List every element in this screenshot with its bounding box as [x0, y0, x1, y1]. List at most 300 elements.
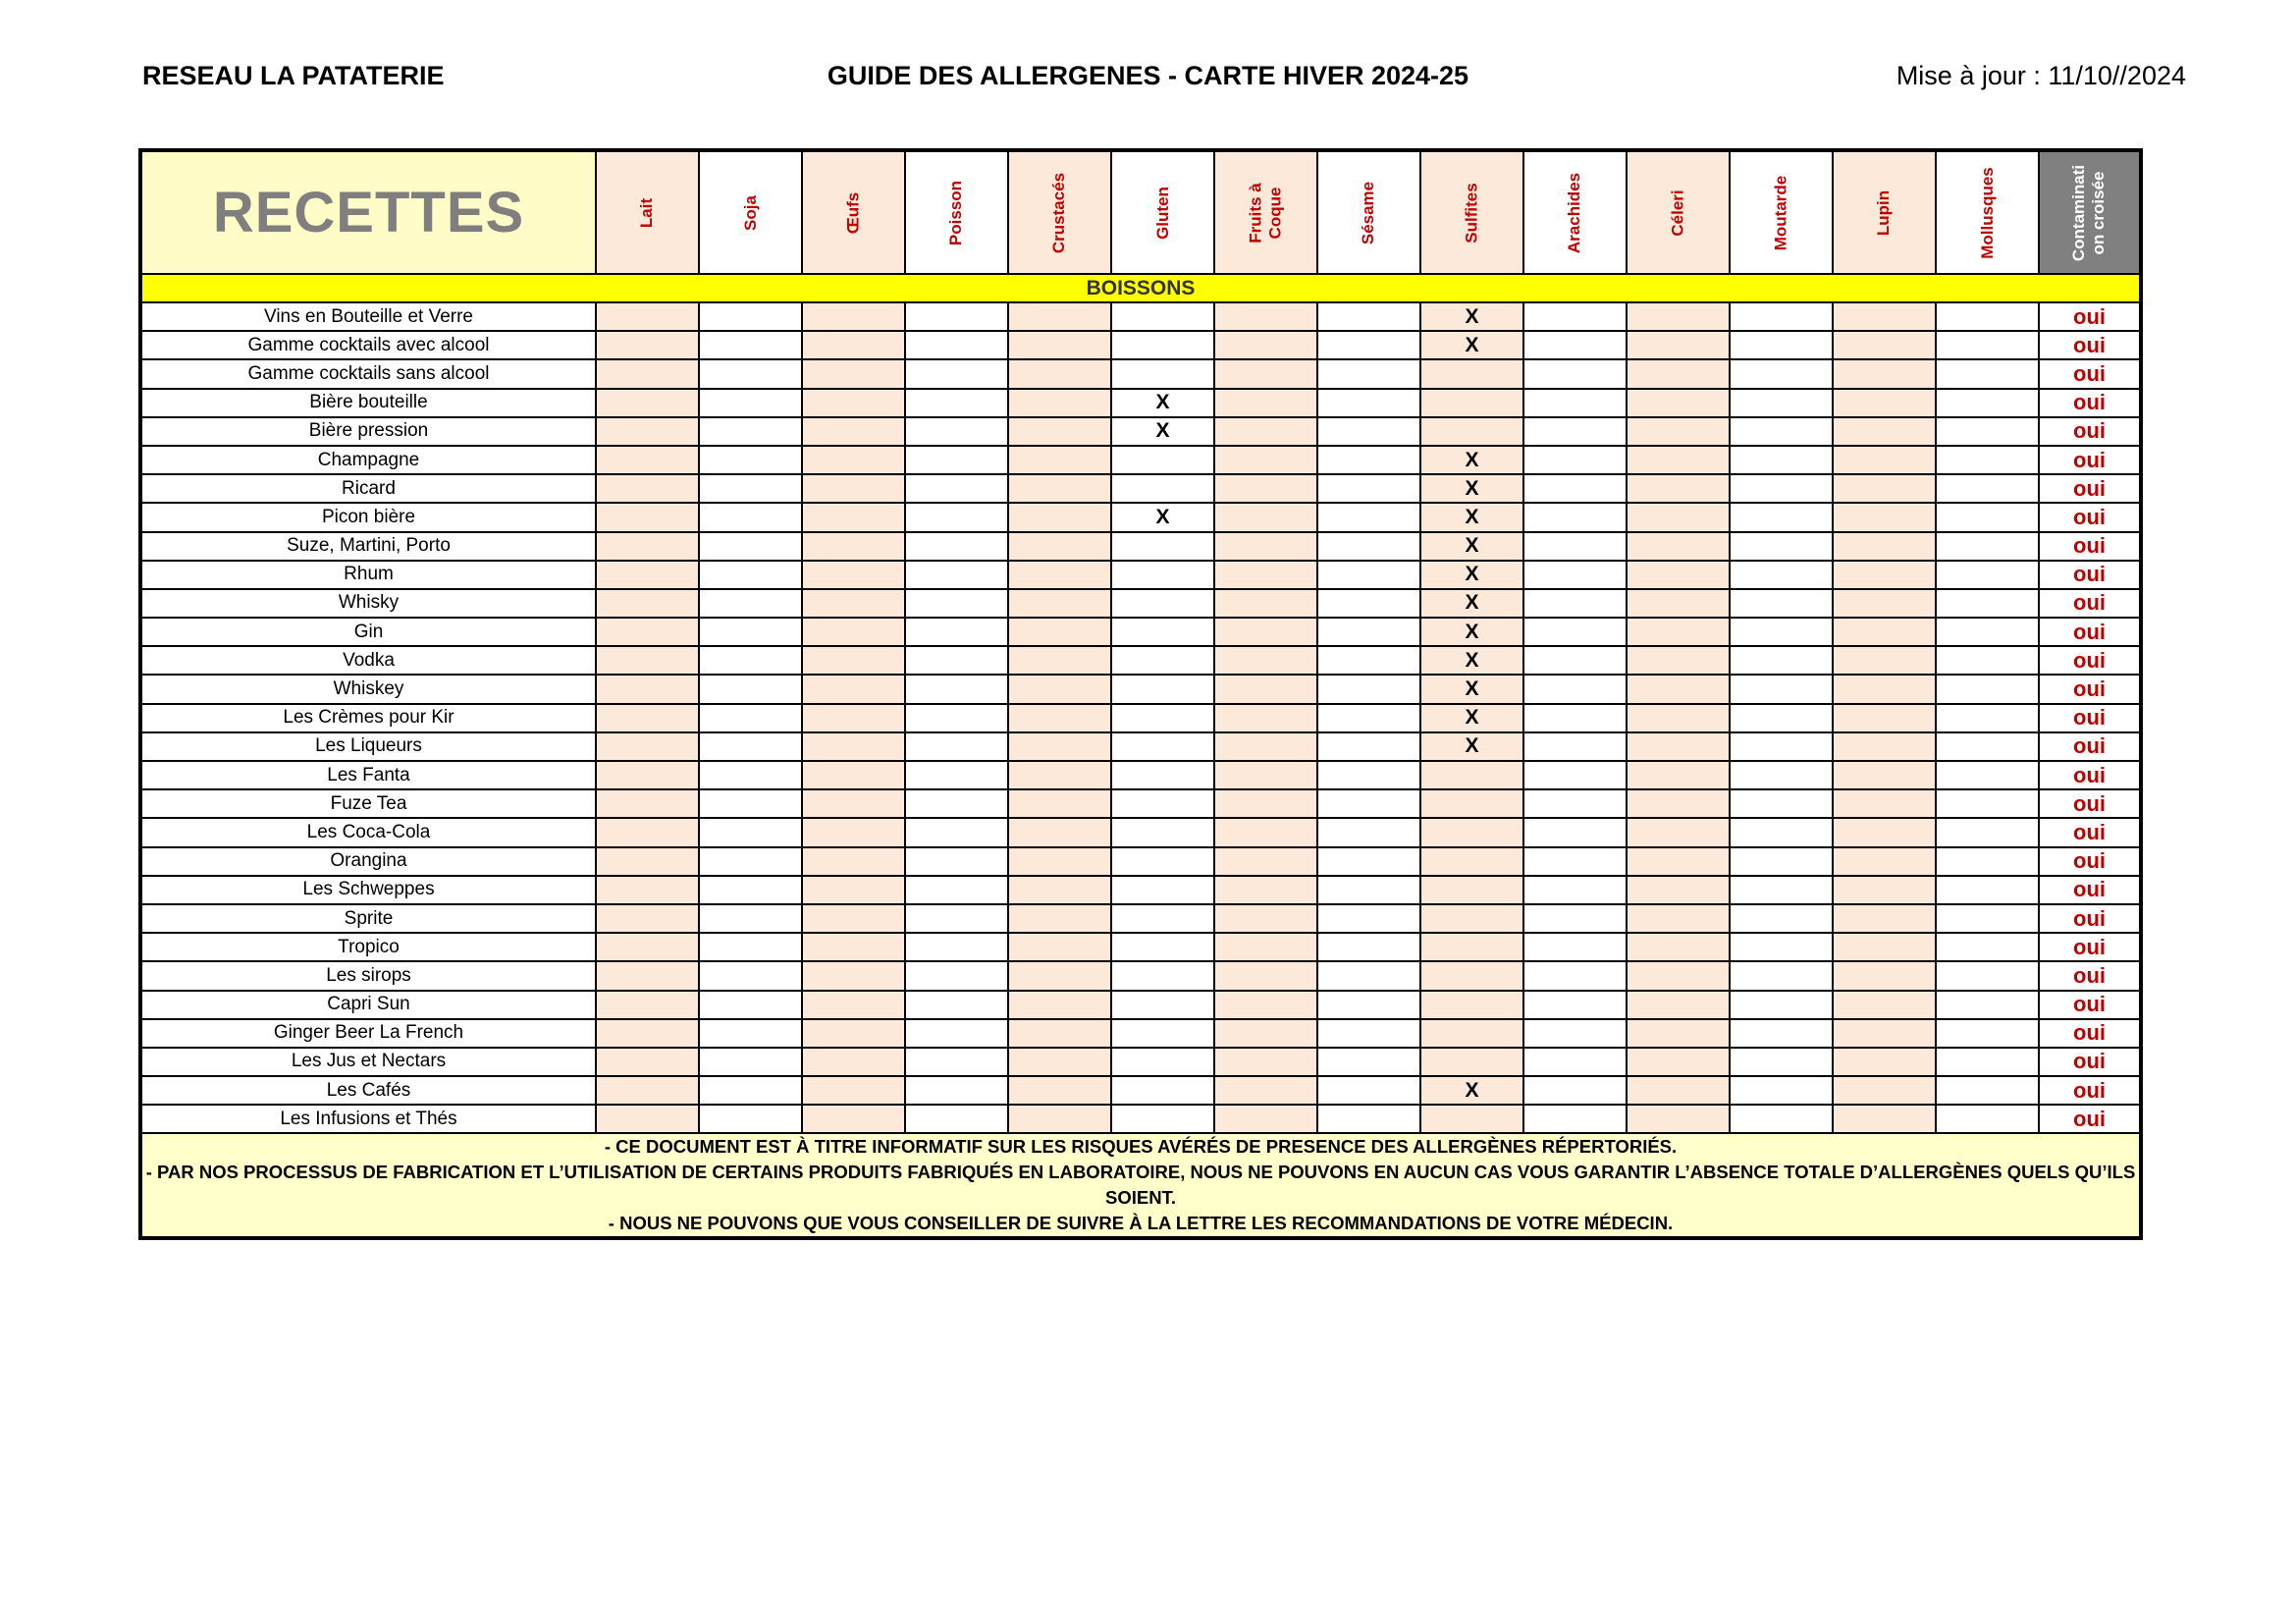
allergen-cell: [1627, 732, 1730, 761]
allergen-cell: X: [1111, 417, 1214, 446]
contamination-cell: oui: [2039, 818, 2141, 846]
allergen-cell: [1730, 675, 1833, 703]
allergen-cell: [699, 417, 802, 446]
allergen-cell: [1214, 331, 1317, 359]
table-row: [140, 1076, 2141, 1105]
allergen-cell: [1317, 1048, 1420, 1076]
allergen-cell: [1214, 646, 1317, 675]
allergen-cell: [1936, 933, 2039, 961]
allergen-cell: [1523, 1076, 1627, 1105]
allergen-cell: [1111, 961, 1214, 990]
allergen-cell: [699, 446, 802, 474]
allergen-cell: [905, 589, 1008, 618]
allergen-cell: [596, 732, 699, 761]
allergen-cell: [699, 761, 802, 789]
recipe-name: Les Liqueurs: [140, 732, 596, 761]
allergen-header: [1420, 150, 1523, 274]
allergen-cell: [1936, 618, 2039, 646]
allergen-cell: [1627, 389, 1730, 417]
allergen-cell: [1008, 417, 1111, 446]
allergen-header: [1214, 150, 1317, 274]
allergen-cell: [905, 331, 1008, 359]
allergen-cell: [1523, 618, 1627, 646]
allergen-cell: [905, 933, 1008, 961]
allergen-cell: [802, 991, 905, 1019]
allergen-cell: [905, 446, 1008, 474]
allergen-cell: [802, 446, 905, 474]
disclaimer-row: [140, 1133, 2141, 1238]
allergen-cell: [1111, 618, 1214, 646]
allergen-cell: X: [1420, 503, 1523, 531]
disclaimer: [140, 1133, 2141, 1238]
allergen-cell: [1523, 991, 1627, 1019]
allergen-cell: [1317, 302, 1420, 331]
allergen-cell: [1730, 1076, 1833, 1105]
allergen-cell: [1111, 933, 1214, 961]
allergen-cell: [1936, 704, 2039, 732]
allergen-cell: X: [1420, 589, 1523, 618]
recipe-name: Les Infusions et Thés: [140, 1105, 596, 1133]
allergen-header: [1627, 150, 1730, 274]
contamination-cell: oui: [2039, 847, 2141, 876]
allergen-cell: [905, 417, 1008, 446]
allergen-cell: [1008, 1105, 1111, 1133]
allergen-cell: [802, 359, 905, 388]
allergen-label: Fruits à Coque: [1246, 182, 1285, 244]
allergen-cell: [1936, 359, 2039, 388]
allergen-cell: X: [1420, 532, 1523, 561]
allergen-cell: [699, 589, 802, 618]
recipe-name: Les Fanta: [140, 761, 596, 789]
recipe-name: Ginger Beer La French: [140, 1019, 596, 1048]
allergen-cell: [1008, 1048, 1111, 1076]
allergen-cell: [699, 991, 802, 1019]
allergen-cell: [1523, 1048, 1627, 1076]
contamination-cell: oui: [2039, 589, 2141, 618]
allergen-cell: [596, 589, 699, 618]
allergen-cell: [802, 789, 905, 818]
allergen-cell: [1833, 503, 1936, 531]
allergen-label: Lait: [637, 197, 657, 228]
table-row: [140, 847, 2141, 876]
allergen-cell: [1008, 1076, 1111, 1105]
allergen-cell: [1730, 876, 1833, 904]
allergen-cell: [802, 1105, 905, 1133]
allergen-cell: [1523, 761, 1627, 789]
allergen-cell: [1317, 675, 1420, 703]
contamination-cell: oui: [2039, 933, 2141, 961]
allergen-cell: [905, 302, 1008, 331]
allergen-cell: [596, 1048, 699, 1076]
allergen-label: Arachides: [1565, 172, 1584, 253]
allergen-cell: [1833, 904, 1936, 933]
allergen-cell: [1008, 732, 1111, 761]
allergen-cell: [1730, 961, 1833, 990]
table-row: [140, 991, 2141, 1019]
allergen-cell: [1317, 1019, 1420, 1048]
allergen-cell: [802, 646, 905, 675]
contamination-cell: oui: [2039, 331, 2141, 359]
allergen-cell: [1214, 417, 1317, 446]
allergen-cell: [1008, 359, 1111, 388]
allergen-cell: [596, 933, 699, 961]
table-row: [140, 818, 2141, 846]
allergen-label: Céleri: [1668, 189, 1687, 237]
allergen-cell: [1214, 389, 1317, 417]
allergen-cell: [1523, 789, 1627, 818]
allergen-cell: [802, 589, 905, 618]
allergen-cell: [596, 474, 699, 503]
allergen-cell: [1420, 961, 1523, 990]
recipe-name: Suze, Martini, Porto: [140, 532, 596, 561]
allergen-cell: [1008, 847, 1111, 876]
allergen-cell: [1008, 389, 1111, 417]
allergen-cell: [699, 904, 802, 933]
allergen-cell: [1730, 933, 1833, 961]
allergen-cell: [1317, 618, 1420, 646]
allergen-cell: [1008, 561, 1111, 589]
allergen-cell: [1111, 732, 1214, 761]
allergen-label: Sésame: [1359, 181, 1378, 244]
allergen-cell: [1833, 933, 1936, 961]
recipe-name: Les sirops: [140, 961, 596, 990]
allergen-cell: [1627, 417, 1730, 446]
allergen-cell: [1627, 359, 1730, 388]
allergen-cell: [1730, 646, 1833, 675]
allergen-cell: [699, 1048, 802, 1076]
allergen-cell: [1420, 991, 1523, 1019]
contamination-cell: oui: [2039, 675, 2141, 703]
allergen-cell: [1214, 1048, 1317, 1076]
allergen-cell: [1730, 818, 1833, 846]
allergen-cell: [905, 1105, 1008, 1133]
allergen-cell: [1317, 474, 1420, 503]
restaurant-network-name: RESEAU LA PATATERIE: [142, 61, 445, 90]
allergen-cell: [802, 331, 905, 359]
allergen-cell: [1008, 474, 1111, 503]
contamination-cell: oui: [2039, 1048, 2141, 1076]
allergen-cell: [1317, 704, 1420, 732]
allergen-header: [1936, 150, 2039, 274]
allergen-cell: [1523, 474, 1627, 503]
table-row: [140, 961, 2141, 990]
allergen-cell: [1730, 532, 1833, 561]
allergen-cell: [1111, 1105, 1214, 1133]
allergen-cell: [1008, 961, 1111, 990]
recipe-name: Bière bouteille: [140, 389, 596, 417]
allergen-cell: [1008, 933, 1111, 961]
allergen-cell: [1730, 732, 1833, 761]
allergen-cell: [802, 389, 905, 417]
allergen-cell: [1936, 646, 2039, 675]
allergen-cell: [1317, 331, 1420, 359]
table-row: [140, 1019, 2141, 1048]
allergen-cell: [699, 618, 802, 646]
allergen-cell: [1833, 359, 1936, 388]
allergen-cell: [905, 847, 1008, 876]
allergen-cell: [1420, 1048, 1523, 1076]
recipe-name: Gamme cocktails avec alcool: [140, 331, 596, 359]
allergen-cell: [1317, 589, 1420, 618]
allergen-cell: [1214, 732, 1317, 761]
allergen-cell: [1833, 761, 1936, 789]
allergen-cell: [1111, 704, 1214, 732]
allergen-cell: [699, 675, 802, 703]
table-row: [140, 618, 2141, 646]
allergen-table: [138, 148, 2143, 1240]
allergen-cell: [1523, 646, 1627, 675]
allergen-cell: [1627, 1105, 1730, 1133]
allergen-cell: [1523, 933, 1627, 961]
allergen-cell: X: [1420, 331, 1523, 359]
allergen-cell: [1833, 1048, 1936, 1076]
allergen-cell: [1317, 1076, 1420, 1105]
allergen-header: [1317, 150, 1420, 274]
allergen-cell: [1523, 359, 1627, 388]
allergen-cell: [1730, 474, 1833, 503]
allergen-cell: [802, 818, 905, 846]
allergen-cell: X: [1420, 732, 1523, 761]
allergen-cell: [596, 818, 699, 846]
allergen-cell: [699, 847, 802, 876]
recettes-header: RECETTES: [140, 150, 596, 274]
allergen-cell: [1420, 359, 1523, 388]
allergen-cell: [1833, 704, 1936, 732]
allergen-cell: X: [1420, 1076, 1523, 1105]
table-row: [140, 904, 2141, 933]
table-row: [140, 474, 2141, 503]
allergen-cell: [1008, 904, 1111, 933]
allergen-cell: [1111, 331, 1214, 359]
contamination-header: [2039, 150, 2141, 274]
allergen-cell: [1730, 761, 1833, 789]
allergen-cell: [1008, 876, 1111, 904]
allergen-cell: [1523, 446, 1627, 474]
recipe-name: Gin: [140, 618, 596, 646]
allergen-cell: [596, 359, 699, 388]
recipe-name: Ricard: [140, 474, 596, 503]
allergen-cell: [596, 847, 699, 876]
allergen-cell: [802, 704, 905, 732]
allergen-cell: [1936, 1105, 2039, 1133]
allergen-cell: [1730, 847, 1833, 876]
allergen-cell: [1627, 761, 1730, 789]
allergen-cell: [1420, 818, 1523, 846]
allergen-cell: [1214, 359, 1317, 388]
allergen-cell: [1008, 675, 1111, 703]
allergen-cell: [1730, 561, 1833, 589]
contamination-cell: oui: [2039, 961, 2141, 990]
allergen-cell: [905, 704, 1008, 732]
allergen-cell: [1833, 732, 1936, 761]
recipe-name: Bière pression: [140, 417, 596, 446]
allergen-cell: X: [1420, 704, 1523, 732]
allergen-cell: [1111, 675, 1214, 703]
allergen-cell: [1936, 446, 2039, 474]
allergen-cell: [1627, 675, 1730, 703]
disclaimer-line: - PAR NOS PROCESSUS DE FABRICATION ET L’UTILISATION DE CERTAINS PRODUITS FABRIQUÉS EN LABORATOIRE, NOUS NE POUVONS EN AUCUN CAS VOUS GARANTIR L’ABSENCE TOTALE D’ALLERGÈNES QUELS QU’ILS SOIENT.: [145, 1162, 2136, 1209]
allergen-cell: [802, 732, 905, 761]
allergen-cell: [1730, 704, 1833, 732]
allergen-cell: [1627, 1048, 1730, 1076]
allergen-cell: [1627, 302, 1730, 331]
table-row: [140, 532, 2141, 561]
allergen-cell: [905, 876, 1008, 904]
allergen-cell: [905, 761, 1008, 789]
allergen-cell: [1936, 876, 2039, 904]
recipe-name: Les Coca-Cola: [140, 818, 596, 846]
allergen-cell: [1008, 761, 1111, 789]
allergen-cell: [1214, 302, 1317, 331]
allergen-cell: [1627, 933, 1730, 961]
allergen-cell: [699, 561, 802, 589]
allergen-cell: [1317, 991, 1420, 1019]
allergen-cell: [1833, 389, 1936, 417]
allergen-cell: [1936, 417, 2039, 446]
allergen-cell: [1730, 991, 1833, 1019]
allergen-cell: [1420, 1105, 1523, 1133]
allergen-cell: [1730, 589, 1833, 618]
allergen-cell: [1833, 646, 1936, 675]
allergen-cell: [1730, 302, 1833, 331]
contamination-cell: oui: [2039, 532, 2141, 561]
allergen-cell: [1008, 331, 1111, 359]
table-row: [140, 389, 2141, 417]
table-row: [140, 761, 2141, 789]
allergen-cell: [1523, 876, 1627, 904]
allergen-cell: X: [1420, 675, 1523, 703]
allergen-cell: [1523, 904, 1627, 933]
allergen-cell: [1317, 446, 1420, 474]
contamination-cell: oui: [2039, 1076, 2141, 1105]
allergen-cell: [1523, 732, 1627, 761]
allergen-cell: [1523, 818, 1627, 846]
allergen-cell: [1420, 933, 1523, 961]
allergen-cell: [1214, 589, 1317, 618]
allergen-cell: [905, 789, 1008, 818]
recipe-name: Whiskey: [140, 675, 596, 703]
allergen-cell: [1833, 561, 1936, 589]
allergen-cell: [1111, 991, 1214, 1019]
allergen-cell: [1936, 302, 2039, 331]
allergen-cell: [1730, 446, 1833, 474]
allergen-cell: [1730, 389, 1833, 417]
allergen-cell: [1214, 789, 1317, 818]
allergen-cell: [1111, 561, 1214, 589]
contamination-cell: oui: [2039, 904, 2141, 933]
allergen-cell: [1008, 532, 1111, 561]
allergen-cell: [1730, 789, 1833, 818]
allergen-cell: [699, 732, 802, 761]
allergen-cell: [802, 876, 905, 904]
allergen-cell: [699, 789, 802, 818]
contamination-cell: oui: [2039, 1019, 2141, 1048]
allergen-label: Sulfites: [1462, 182, 1481, 244]
allergen-cell: [1420, 789, 1523, 818]
allergen-cell: [1420, 876, 1523, 904]
table-row: [140, 561, 2141, 589]
allergen-cell: [1523, 389, 1627, 417]
allergen-cell: [1730, 417, 1833, 446]
allergen-cell: [1833, 991, 1936, 1019]
allergen-cell: [1317, 532, 1420, 561]
allergen-cell: [1008, 646, 1111, 675]
contamination-cell: oui: [2039, 991, 2141, 1019]
allergen-cell: [1936, 818, 2039, 846]
allergen-cell: [1317, 789, 1420, 818]
recipe-name: Picon bière: [140, 503, 596, 531]
allergen-cell: [699, 1076, 802, 1105]
table-row: [140, 331, 2141, 359]
allergen-cell: [1420, 1019, 1523, 1048]
allergen-label: Lupin: [1874, 189, 1894, 236]
table-header-row: [140, 150, 2141, 274]
allergen-cell: [1936, 1048, 2039, 1076]
allergen-cell: [905, 1076, 1008, 1105]
allergen-header: [1523, 150, 1627, 274]
allergen-cell: [1420, 761, 1523, 789]
section-row: [140, 274, 2141, 302]
allergen-cell: [699, 503, 802, 531]
allergen-cell: [596, 302, 699, 331]
allergen-cell: [1111, 876, 1214, 904]
recipe-name: Les Schweppes: [140, 876, 596, 904]
allergen-cell: [1111, 1019, 1214, 1048]
allergen-cell: [1730, 359, 1833, 388]
recipe-name: Les Jus et Nectars: [140, 1048, 596, 1076]
allergen-cell: X: [1420, 618, 1523, 646]
contamination-cell: oui: [2039, 732, 2141, 761]
contamination-cell: oui: [2039, 417, 2141, 446]
allergen-cell: [1627, 532, 1730, 561]
table-row: [140, 359, 2141, 388]
contamination-cell: oui: [2039, 561, 2141, 589]
allergen-header: [1111, 150, 1214, 274]
allergen-cell: [699, 1105, 802, 1133]
allergen-cell: [1317, 732, 1420, 761]
allergen-cell: [699, 646, 802, 675]
allergen-label: Gluten: [1152, 186, 1172, 240]
allergen-cell: [1317, 847, 1420, 876]
allergen-cell: [596, 704, 699, 732]
allergen-cell: [1627, 446, 1730, 474]
allergen-cell: [1214, 474, 1317, 503]
allergen-cell: [1214, 446, 1317, 474]
allergen-cell: [802, 302, 905, 331]
allergen-cell: [802, 417, 905, 446]
recipe-name: Champagne: [140, 446, 596, 474]
allergen-cell: [905, 961, 1008, 990]
allergen-label: Crustacés: [1049, 172, 1069, 253]
allergen-cell: [1627, 961, 1730, 990]
allergen-cell: [1317, 818, 1420, 846]
allergen-cell: [1730, 1105, 1833, 1133]
allergen-cell: [1317, 646, 1420, 675]
allergen-cell: [1420, 389, 1523, 417]
allergen-cell: [596, 789, 699, 818]
allergen-cell: [1833, 446, 1936, 474]
allergen-cell: [1008, 704, 1111, 732]
allergen-cell: [699, 474, 802, 503]
allergen-cell: [1420, 417, 1523, 446]
allergen-cell: [905, 1019, 1008, 1048]
contamination-cell: oui: [2039, 359, 2141, 388]
allergen-cell: [1008, 446, 1111, 474]
recipe-name: Capri Sun: [140, 991, 596, 1019]
allergen-cell: [1936, 847, 2039, 876]
allergen-cell: [596, 503, 699, 531]
recipe-name: Sprite: [140, 904, 596, 933]
